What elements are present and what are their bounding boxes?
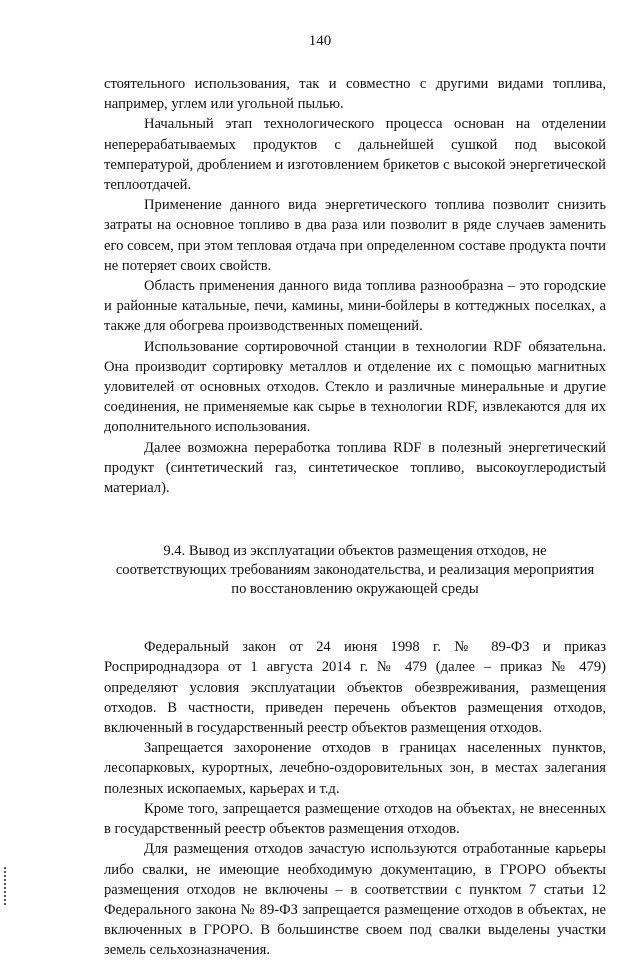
paragraph-continuation: стоятельного использования, так и совместно с другими видами топлива, например, углем или угольной пылью. xyxy=(104,76,606,113)
paragraph-process-start: Начальный этап технологического процесса основан на отделении неперерабатываемых продуктов с дальнейшей сушкой под высокой температурой, дроблением и изготовлением брикетов с высокой энергетической теплоотдачей. xyxy=(104,116,606,194)
paragraph-sorting-station: Использование сортировочной станции в технологии RDF обязательна. Она производит сортировку металлов и отделение их с помощью магнитных уловителей от основных отходов. Стекло и различные минеральные и другие соединения, не применяемые как сырье в технологии RDF, извлекаются для их дополнительного использования. xyxy=(104,338,606,436)
paragraph-registry-prohibition: Кроме того, запрещается размещение отходов на объектах, не внесенных в государственный реестр объектов размещения отходов. xyxy=(104,800,606,838)
section-heading: 9.4. Вывод из эксплуатации объектов размещения отходов, не соответствующих требованиям законодательства, и реализация мероприятия по восстановлению окружающей среды xyxy=(115,543,595,598)
scan-edge-mark xyxy=(4,867,9,905)
paragraph-rdf-processing: Далее возможна переработка топлива RDF в полезный энергетический продукт (синтетический газ, синтетическое топливо, высокоуглеродистый материал). xyxy=(104,439,606,497)
paragraph-application-area: Область применения данного вида топлива разнообразна – это городские и районные катальные, печи, камины, мини-бойлеры в коттеджных поселках, а также для обогрева производственных помещений. xyxy=(104,278,606,335)
paragraph-fuel-cost: Применение данного вида энергетического топлива позволит снизить затраты на основное топливо в два раза или позволит в ряде случаев заменить его совсем, при этом тепловая отдача при определенном составе продукта почти не потеряет своих свойств. xyxy=(104,197,606,274)
paragraph-burial-prohibition: Запрещается захоронение отходов в границах населенных пунктов, лесопарковых, курортных, лечебно-оздоровительных зон, в местах залегания полезных ископаемых, карьерах и т.д. xyxy=(104,740,606,797)
page-content xyxy=(104,74,606,961)
paragraph-landfill-use: Для размещения отходов зачастую используются отработанные карьеры либо свалки, не имеющие необходимую документацию, в ГРОРО объекты размещения отходов не включены – в соответствии с пунктом 7 статьи 12 Федерального закона № 89-ФЗ запрещается размещение отходов в объектах, не включенных в ГРОРО. В большинстве своем под свалки выделены участки земель сельхозназначения. xyxy=(104,841,606,959)
page-number: 140 xyxy=(308,33,332,49)
paragraph-federal-law: Федеральный закон от 24 июня 1998 г. № 89-ФЗ и приказ Росприроднадзора от 1 августа 2014 г. № 479 (далее – приказ № 479) определяют условия эксплуатации объектов обезвреживания, размещения отходов. В частности, приведен перечень объектов размещения отходов, включенный в государственный реестр объектов размещения отходов. xyxy=(104,639,606,737)
